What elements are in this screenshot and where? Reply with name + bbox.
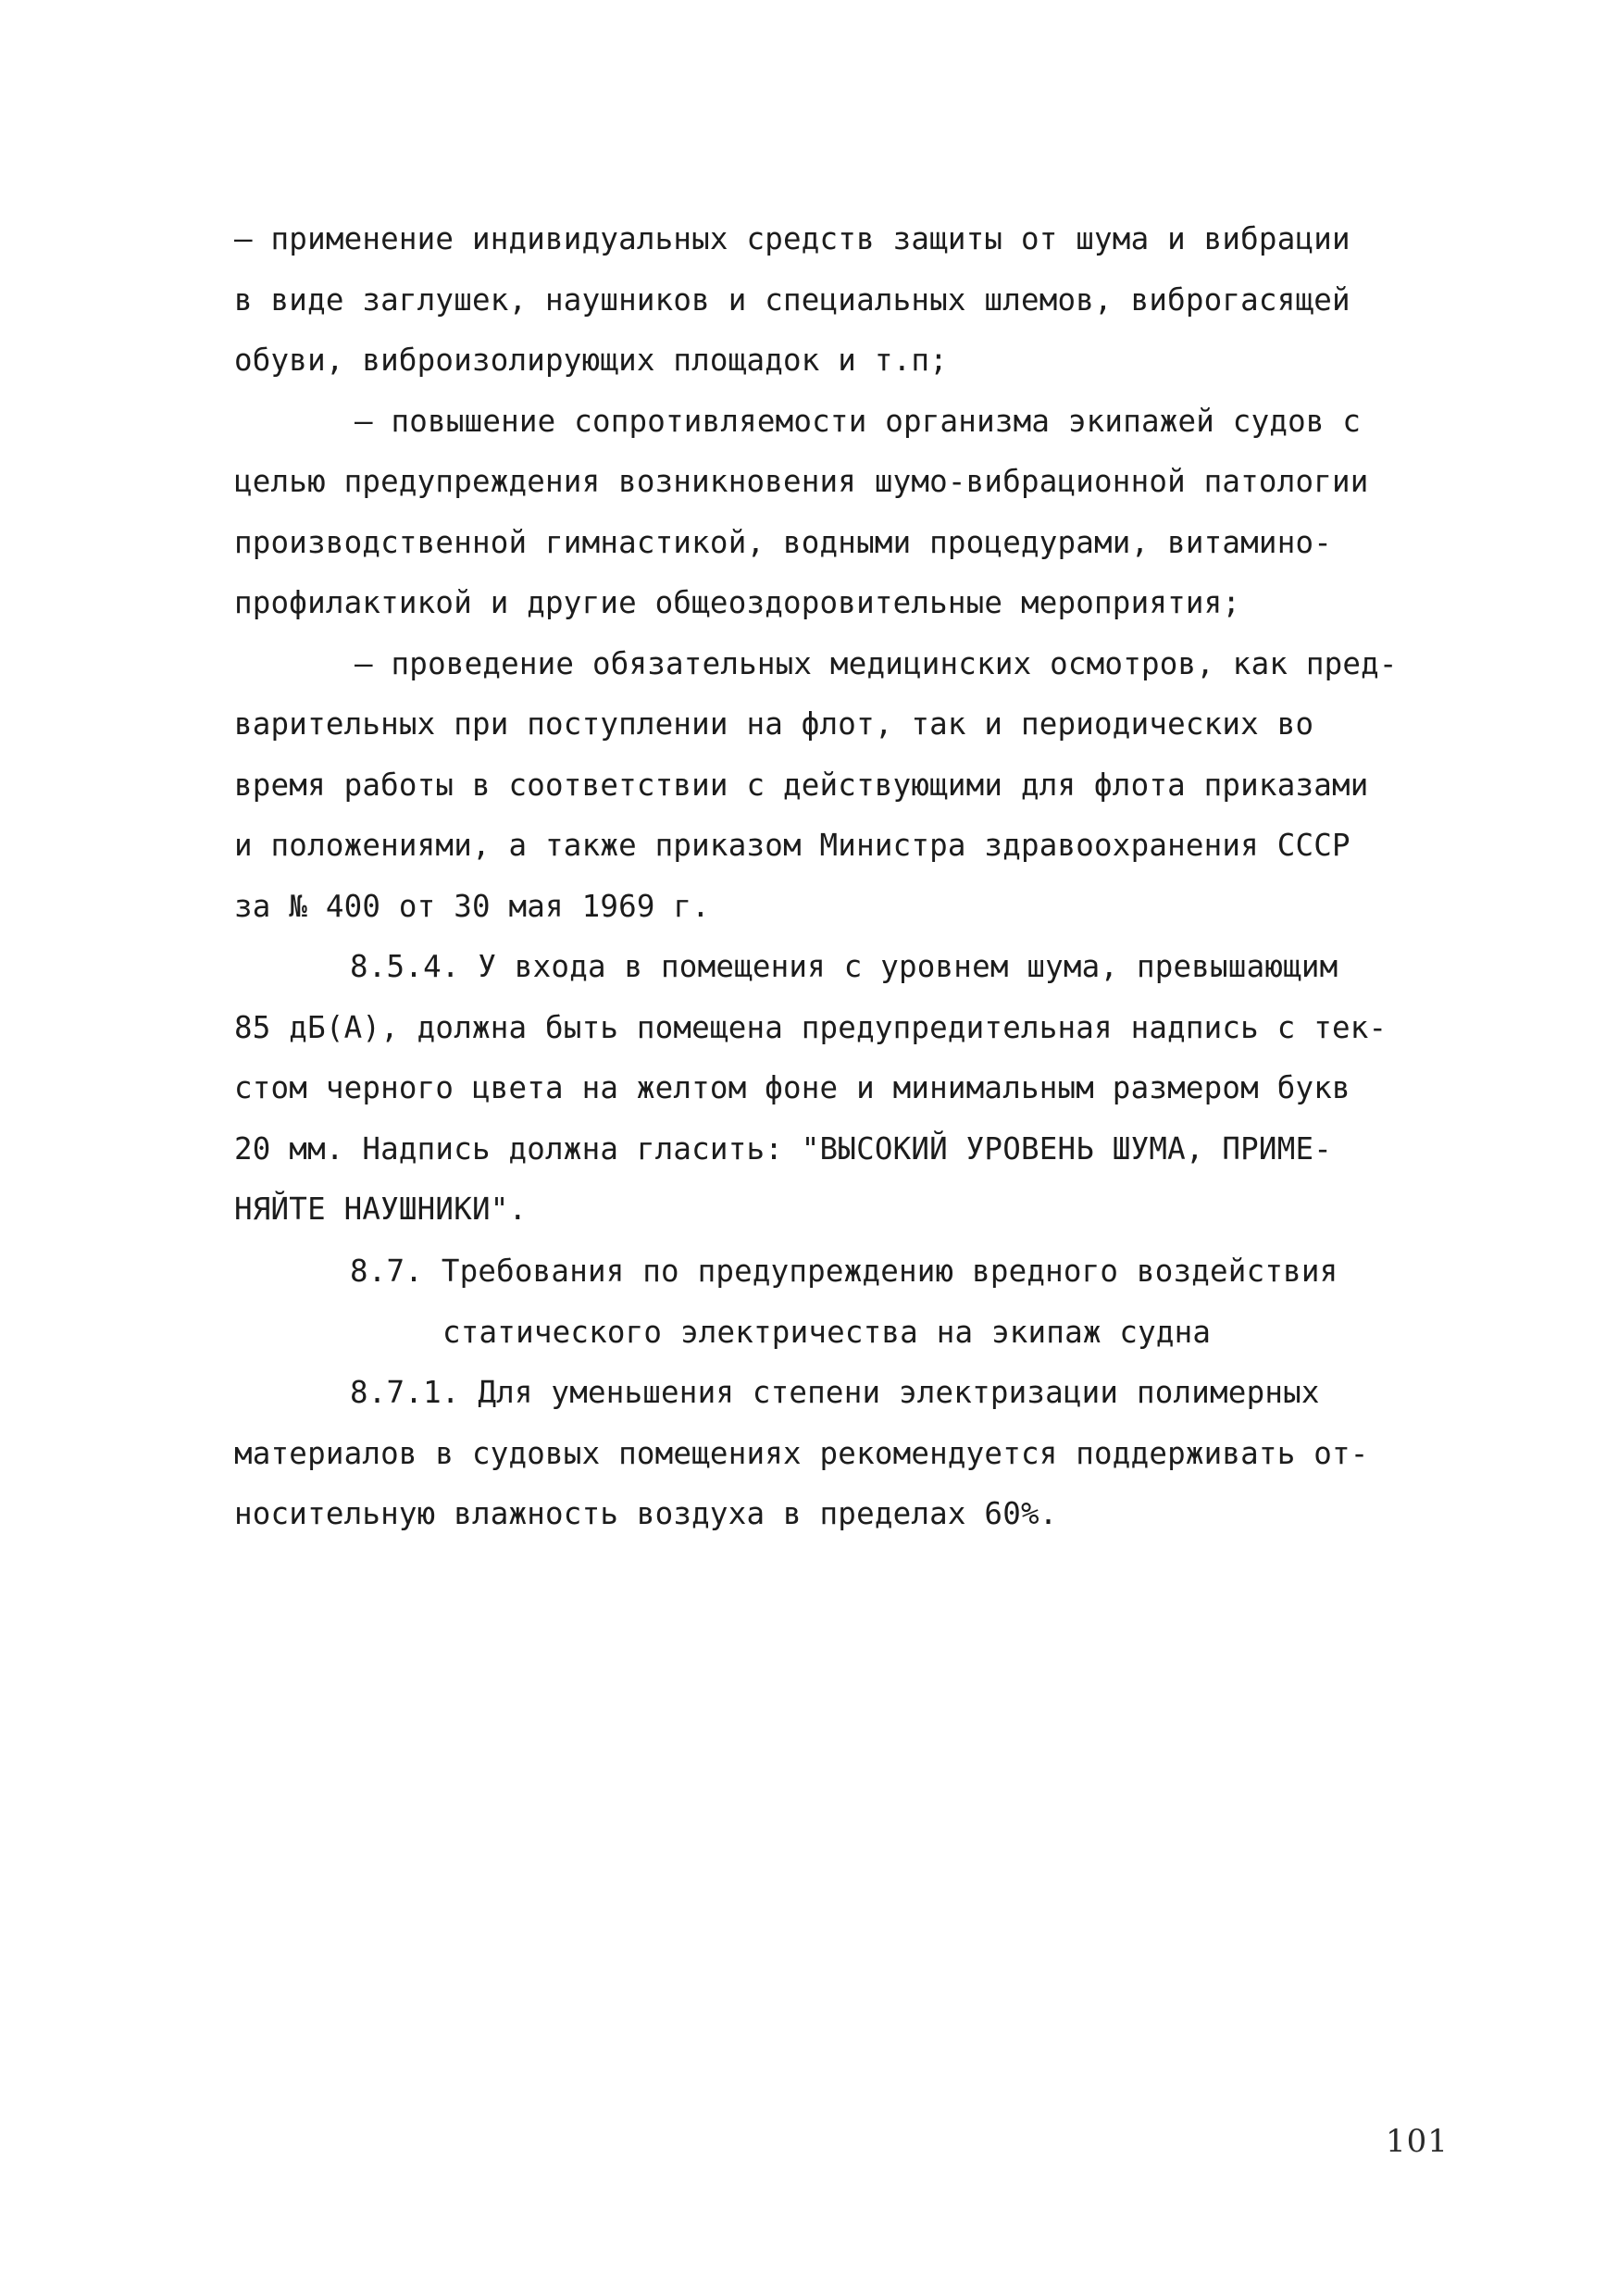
heading-line: 8.7. Требования по предупреждению вредного воздействия: [350, 1254, 1338, 1289]
text-line: 8.7.1. Для уменьшения степени электризации полимерных: [350, 1375, 1320, 1410]
text-line: и положениями, а также приказом Министра здравоохранения СССР: [234, 828, 1350, 863]
text-line: 20 мм. Надпись должна гласить: "ВЫСОКИЙ УРОВЕНЬ ШУМА, ПРИМЕ-: [234, 1130, 1332, 1167]
page-number: 101: [1386, 2123, 1449, 2160]
text-line: стом черного цвета на желтом фоне и минимальным размером букв: [234, 1070, 1350, 1105]
heading-line: статического электричества на экипаж судна: [442, 1315, 1212, 1350]
text-line: – применение индивидуальных средств защиты от шума и вибрации: [234, 221, 1350, 256]
text-line: материалов в судовых помещениях рекомендуется поддерживать от-: [234, 1435, 1369, 1471]
text-line: НЯЙТЕ НАУШНИКИ".: [234, 1192, 528, 1227]
text-line: целью предупреждения возникновения шумо-вибрационной патологии: [234, 464, 1369, 499]
text-line: варительных при поступлении на флот, так и периодических во: [234, 706, 1314, 742]
body-text: [234, 209, 1438, 1241]
section-text: [234, 1363, 1438, 1545]
text-line: обуви, виброизолирующих площадок и т.п;: [234, 343, 948, 378]
section-heading: [234, 1241, 1438, 1363]
text-line: носительную влажность воздуха в пределах 60%.: [234, 1496, 1058, 1531]
text-line: за № 400 от 30 мая 1969 г.: [234, 888, 710, 924]
text-line: профилактикой и другие общеоздоровительные мероприятия;: [234, 585, 1241, 620]
text-line: – проведение обязательных медицинских осмотров, как пред-: [355, 645, 1398, 681]
text-line: 85 дБ(А), должна быть помещена предупредительная надпись с тек-: [234, 1009, 1388, 1045]
text-line: 8.5.4. У входа в помещения с уровнем шума, превышающим: [350, 949, 1338, 984]
text-line: производственной гимнастикой, водными процедурами, витамино-: [234, 524, 1332, 560]
text-line: – повышение сопротивляемости организма экипажей судов с: [355, 403, 1362, 439]
text-line: время работы в соответствии с действующими для флота приказами: [234, 767, 1369, 803]
text-line: в виде заглушек, наушников и специальных шлемов, виброгасящей: [234, 281, 1350, 318]
